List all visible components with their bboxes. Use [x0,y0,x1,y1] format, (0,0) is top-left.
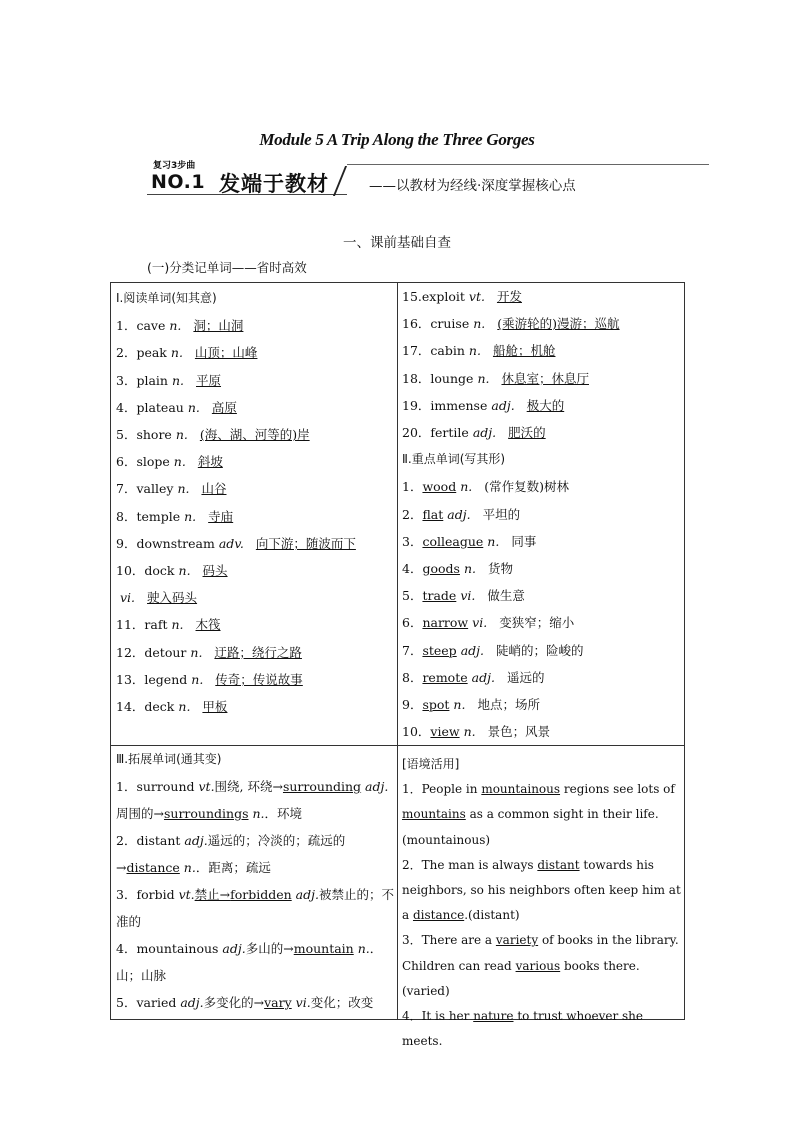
reading-word-item: 12．detour n. 迂路；绕行之路 [116,644,302,660]
banner-small-label: 复习3步曲 [153,161,196,171]
key-word-item: 7．steep adj. 陡峭的；险峻的 [402,642,584,658]
banner-title: 发端于教材 [219,172,329,196]
reading-word-item: 9．downstream adv. 向下游；随波而下 [116,535,356,551]
key-word-item: 6．narrow vi. 变狭窄；缩小 [402,615,575,631]
key-word-item: 1．wood n. (常作复数)树林 [402,479,570,495]
extended-item: 4．mountainous adj.多山的→mountain n.．山；山脉 [116,941,383,983]
reading-word-item: 20．fertile adj. 肥沃的 [402,425,546,441]
reading-words-heading: Ⅰ.阅读单词(知其意) [116,291,217,305]
reading-word-item: 19．immense adj. 极大的 [402,397,565,413]
reading-words-cell [116,285,394,720]
reading-word-item: 14．deck n. 甲板 [116,699,228,715]
banner-underline [147,194,347,195]
extended-words-heading: Ⅲ.拓展单词(通其变) [116,752,222,766]
reading-word-item: 5．shore n. (海、湖、河等的)岸 [116,427,310,443]
extended-item: 1．surround vt.围绕, 环绕→surrounding adj.周围的→surroundings n.．环境 [116,779,389,821]
reading-word-item: 17．cabin n. 船舱；机舱 [402,343,556,359]
reading-word-item: 13．legend n. 传奇；传说故事 [116,671,303,687]
reading-word-item: 16．cruise n. (乘游轮的)漫游；巡航 [402,316,620,332]
key-words-heading: Ⅱ.重点单词(写其形) [402,452,506,467]
key-word-item: 10．view n. 景色；风景 [402,724,551,740]
extended-item: 5．varied adj.多变化的→vary vi.变化；改变 [116,995,374,1010]
key-word-item: 5．trade vi. 做生意 [402,588,525,604]
extended-words-cell [116,746,394,1016]
page-title: Module 5 A Trip Along the Three Gorges [259,130,535,149]
subsection-heading: (一)分类记单词——省时高效 [147,260,307,275]
key-word-item: 8．remote adj. 遥远的 [402,669,545,685]
context-use-cell [402,752,682,1054]
table-column-divider [397,283,398,1019]
context-use-heading: [语境活用] [402,757,460,771]
reading-word-item: 10．dock n. 码头 [116,563,228,579]
reading-word-item: 8．temple n. 寺庙 [116,508,234,524]
section-heading: 一、课前基础自查 [343,235,451,251]
extended-item: 3．forbid vt.禁止→forbidden adj.被禁止的；不准的 [116,887,394,929]
section-banner [147,154,712,198]
key-word-item: 2．flat adj. 平坦的 [402,506,521,522]
key-word-item: 9．spot n. 地点；场所 [402,697,540,713]
reading-word-item: 7．valley n. 山谷 [116,481,227,497]
reading-word-item: 4．plateau n. 高原 [116,399,237,415]
reading-word-item: 3．plain n. 平原 [116,372,222,388]
reading-word-item: 11．raft n. 木筏 [116,617,221,633]
context-sentence: 3．There are a variety of books in the library. Children can read various books there.(varied) [402,933,679,998]
reading-word-item: 18．lounge n. 休息室；休息厅 [402,370,589,386]
extended-item: 2．distant adj.遥远的；冷淡的；疏远的→distance n.．距离；疏远 [116,833,346,875]
vocab-table [110,282,685,1049]
context-sentence: 1．People in mountainous regions see lots of mountains as a common sight in their life.(mountainous) [402,782,675,847]
banner-divider [347,164,709,165]
context-sentence: 4．It is her nature to trust whoever she meets. [402,1009,644,1049]
reading-word-item: 2．peak n. 山顶；山峰 [116,345,258,361]
reading-word-item: 1．cave n. 洞；山洞 [116,318,244,334]
banner-slogan: ——以教材为经线·深度掌握核心点 [369,178,576,194]
key-word-item: 3．colleague n. 同事 [402,533,537,549]
key-words-cell [402,283,682,745]
banner-number: NO.1 [151,171,206,193]
context-sentence: 2．The man is always distant towards his neighbors, so his neighbors often keep him at a distance.(distant) [402,857,681,923]
key-word-item: 4．goods n. 货物 [402,561,513,577]
reading-word-item: 15.exploit vt. 开发 [402,289,522,304]
banner-slash [333,166,347,196]
reading-word-item: vi. 驶入码头 [120,590,198,606]
reading-word-item: 6．slope n. 斜坡 [116,454,223,470]
